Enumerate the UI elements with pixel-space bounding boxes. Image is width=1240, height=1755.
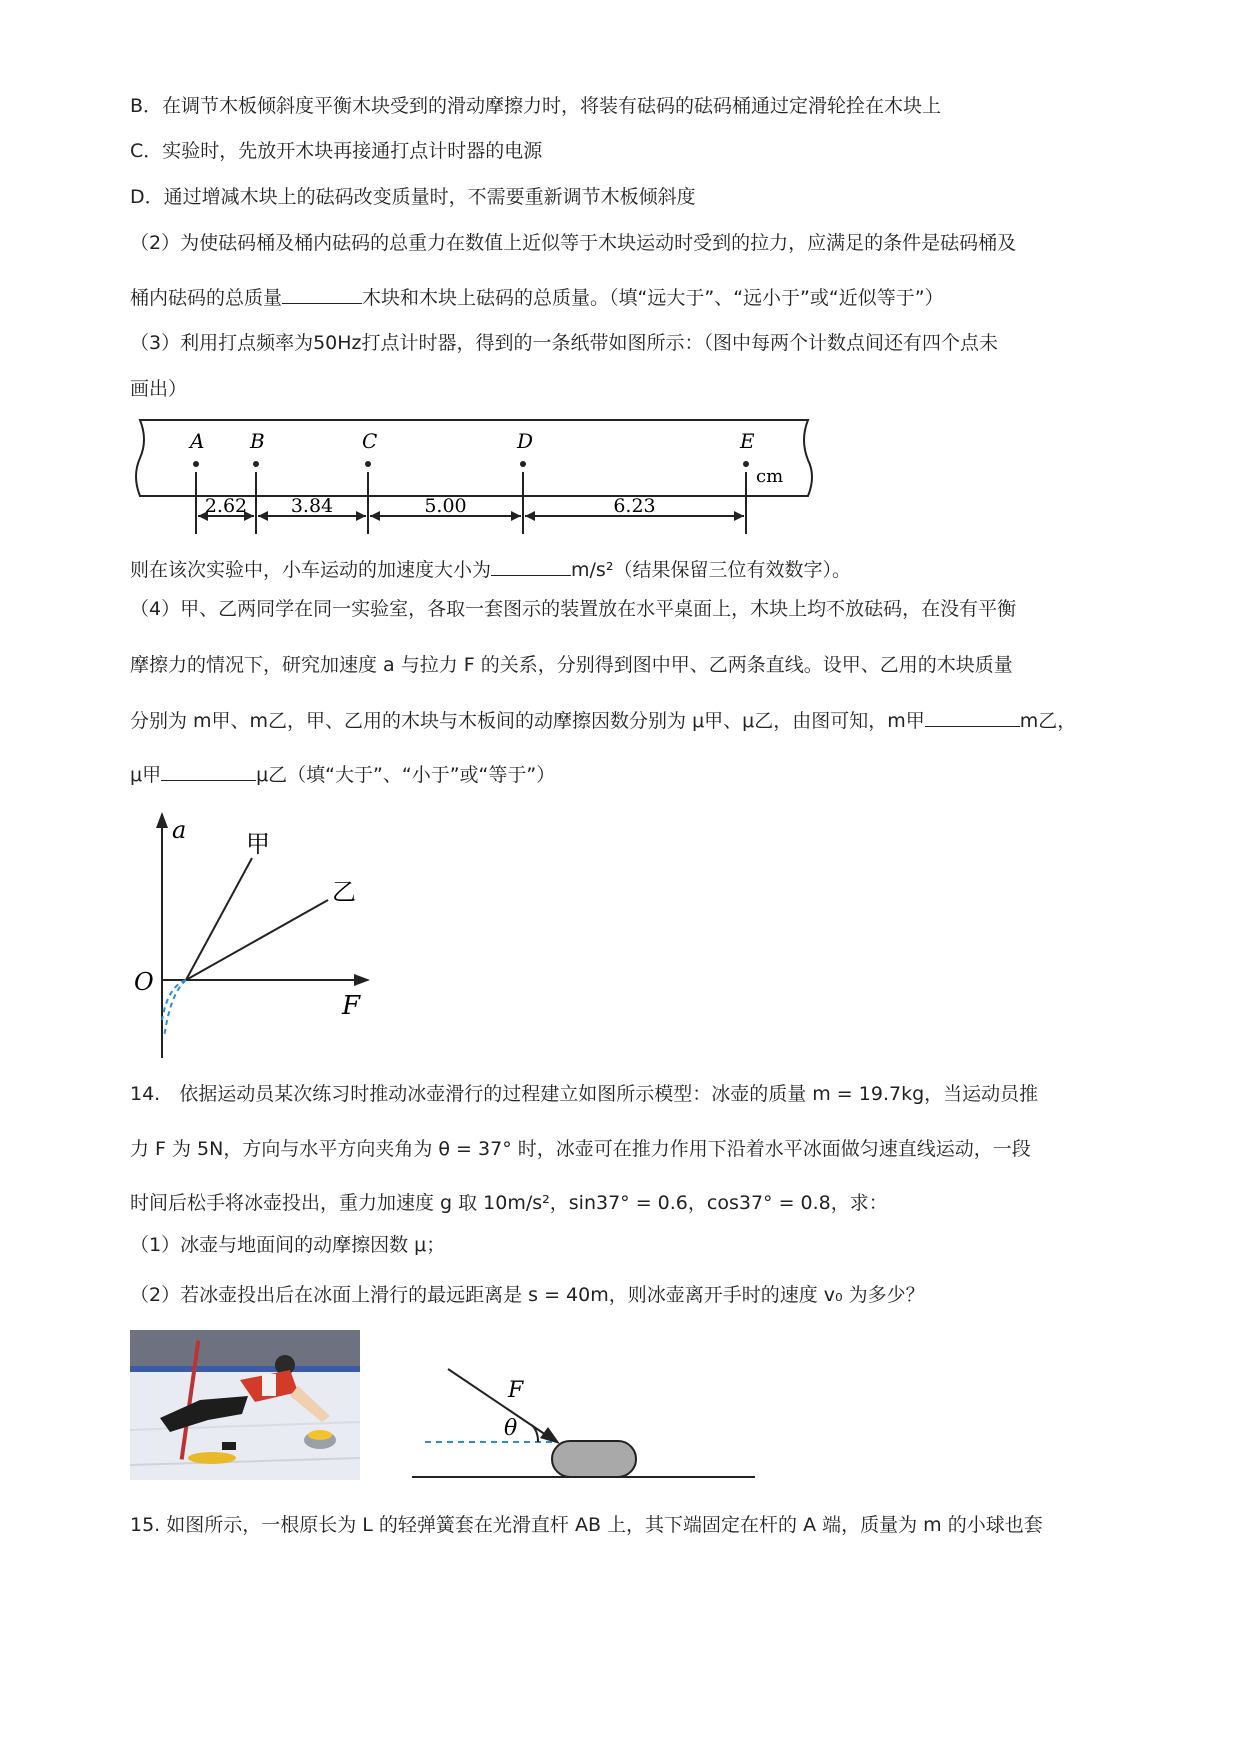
q15-line1: 15. 如图所示，一根原长为 L 的轻弹簧套在光滑直杆 AB 上，其下端固定在杆的 A 端，质量为 m 的小球也套: [130, 1514, 1043, 1536]
q13-part4-text-a: 分别为 m甲、m乙，甲、乙用的木块与木板间的动摩擦因数分别为 μ甲、μ乙，由图可知，m甲: [130, 710, 925, 732]
q13-part3-line2: 画出）: [130, 378, 188, 400]
tape-dot-a: [193, 461, 199, 467]
line-yi-label: 乙: [332, 878, 356, 906]
option-d: D．通过增减木块上的砝码改变质量时，不需要重新调节木板倾斜度: [130, 186, 696, 208]
curling-stone: [552, 1441, 636, 1477]
q13-part2-line1: （2）为使砝码桶及桶内砝码的总重力在数值上近似等于木块运动时受到的拉力，应满足的条件是砝码桶及: [130, 232, 1017, 254]
force-diagram: [410, 1355, 770, 1485]
q13-part4-line4: [130, 762, 555, 788]
x-axis-arrow: [354, 974, 370, 986]
q13-part3-text-a: 则在该次实验中，小车运动的加速度大小为: [130, 559, 492, 581]
q13-part3-line1: （3）利用打点频率为50Hz打点计时器，得到的一条纸带如图所示：（图中每两个计数点间还有四个点未: [130, 332, 999, 354]
tape-dot-d: [520, 461, 526, 467]
q13-part4-line2: 摩擦力的情况下，研究加速度 a 与拉力 F 的关系，分别得到图中甲、乙两条直线。设甲、乙用的木块质量: [130, 654, 1013, 676]
tape-distance-label-2: 3.84: [290, 495, 334, 517]
tape-point-label-c: C: [362, 429, 378, 453]
angle-arc: [532, 1425, 538, 1442]
force-label: F: [508, 1378, 524, 1403]
answer-blank-mass-compare[interactable]: [925, 708, 1020, 727]
answer-blank-friction-compare[interactable]: [161, 762, 256, 781]
q13-part4-text-c: μ甲: [130, 764, 162, 786]
q13-part4-text-b: m乙，: [1019, 710, 1077, 732]
q14-line1: 14. 依据运动员某次练习时推动冰壶滑行的过程建立如图所示模型：冰壶的质量 m = 19.7kg，当运动员推: [130, 1083, 1039, 1105]
tape-dot-c: [365, 461, 371, 467]
y-axis-arrow: [156, 812, 168, 828]
tape-distance-arrow-4-2: [734, 511, 744, 521]
tape-distance-arrow-3-2: [511, 511, 521, 521]
tape-distance-arrow-4-1: [525, 511, 535, 521]
origin-label: O: [134, 968, 154, 996]
tape-distance-label-1: 2.62: [204, 495, 248, 517]
a-f-graph: [128, 808, 388, 1058]
q13-part4-line1: （4）甲、乙两同学在同一实验室，各取一套图示的装置放在水平桌面上，木块上均不放砝码，在没有平衡: [130, 598, 1017, 620]
q13-part4-text-d: μ乙（填“大于”、“小于”或“等于”）: [256, 764, 556, 786]
q14-line2: 力 F 为 5N，方向与水平方向夹角为 θ = 37° 时，冰壶可在推力作用下沿着水平冰面做匀速直线运动，一段: [130, 1138, 1031, 1160]
q13-part2-text-b: 木块和木块上砝码的总质量。（填“远大于”、“远小于”或“近似等于”）: [362, 287, 944, 309]
q13-part3-line3: [130, 557, 851, 583]
dashed-curve-1: [162, 980, 186, 1020]
q13-part3-text-b: （结果保留三位有效数字）。: [613, 559, 851, 581]
x-axis-label: F: [342, 991, 361, 1021]
q14-sub2: （2）若冰壶投出后在冰面上滑行的最远距离是 s = 40m，则冰壶离开手时的速度 v₀ 为多少？: [130, 1284, 925, 1306]
q14-sub1: （1）冰壶与地面间的动摩擦因数 μ；: [130, 1234, 446, 1256]
line-jia-label: 甲: [246, 830, 270, 858]
force-arrow: [448, 1369, 552, 1439]
option-c: C．实验时，先放开木块再接通打点计时器的电源: [130, 140, 543, 162]
tape-point-label-b: B: [250, 429, 265, 453]
tape-distance-arrow-2-1: [258, 511, 268, 521]
answer-blank-mass-relation[interactable]: [282, 285, 362, 304]
tape-dot-e: [743, 461, 749, 467]
q13-part2-text-a: 桶内砝码的总质量: [130, 287, 283, 309]
tape-point-label-e: E: [740, 429, 755, 453]
tape-outline: [136, 420, 812, 496]
tape-distance-arrow-3-1: [370, 511, 380, 521]
q14-line3: 时间后松手将冰壶投出，重力加速度 g 取 10m/s²，sin37° = 0.6，cos37° = 0.8，求：: [130, 1192, 888, 1214]
q13-part2-line2: [130, 285, 944, 311]
angle-label: θ: [504, 1416, 518, 1441]
tape-unit-label: cm: [756, 466, 784, 487]
paper-tape-figure: [128, 418, 828, 538]
tape-point-label-a: A: [190, 429, 205, 453]
answer-blank-acceleration[interactable]: [491, 557, 571, 576]
option-b: B．在调节木板倾斜度平衡木块受到的滑动摩擦力时，将装有砝码的砝码桶通过定滑轮拴在木块上: [130, 95, 942, 117]
tape-distance-arrow-2-2: [356, 511, 366, 521]
y-axis-label: a: [172, 816, 187, 844]
dashed-curve-2: [164, 980, 186, 1038]
tape-point-label-d: D: [517, 429, 534, 453]
acceleration-unit: m/s²: [571, 559, 614, 581]
curling-photo: [130, 1330, 360, 1480]
q13-part4-line3: [130, 708, 1076, 734]
tape-distance-label-3: 5.00: [424, 495, 467, 517]
tape-distance-label-4: 6.23: [613, 495, 656, 517]
tape-dot-b: [253, 461, 259, 467]
